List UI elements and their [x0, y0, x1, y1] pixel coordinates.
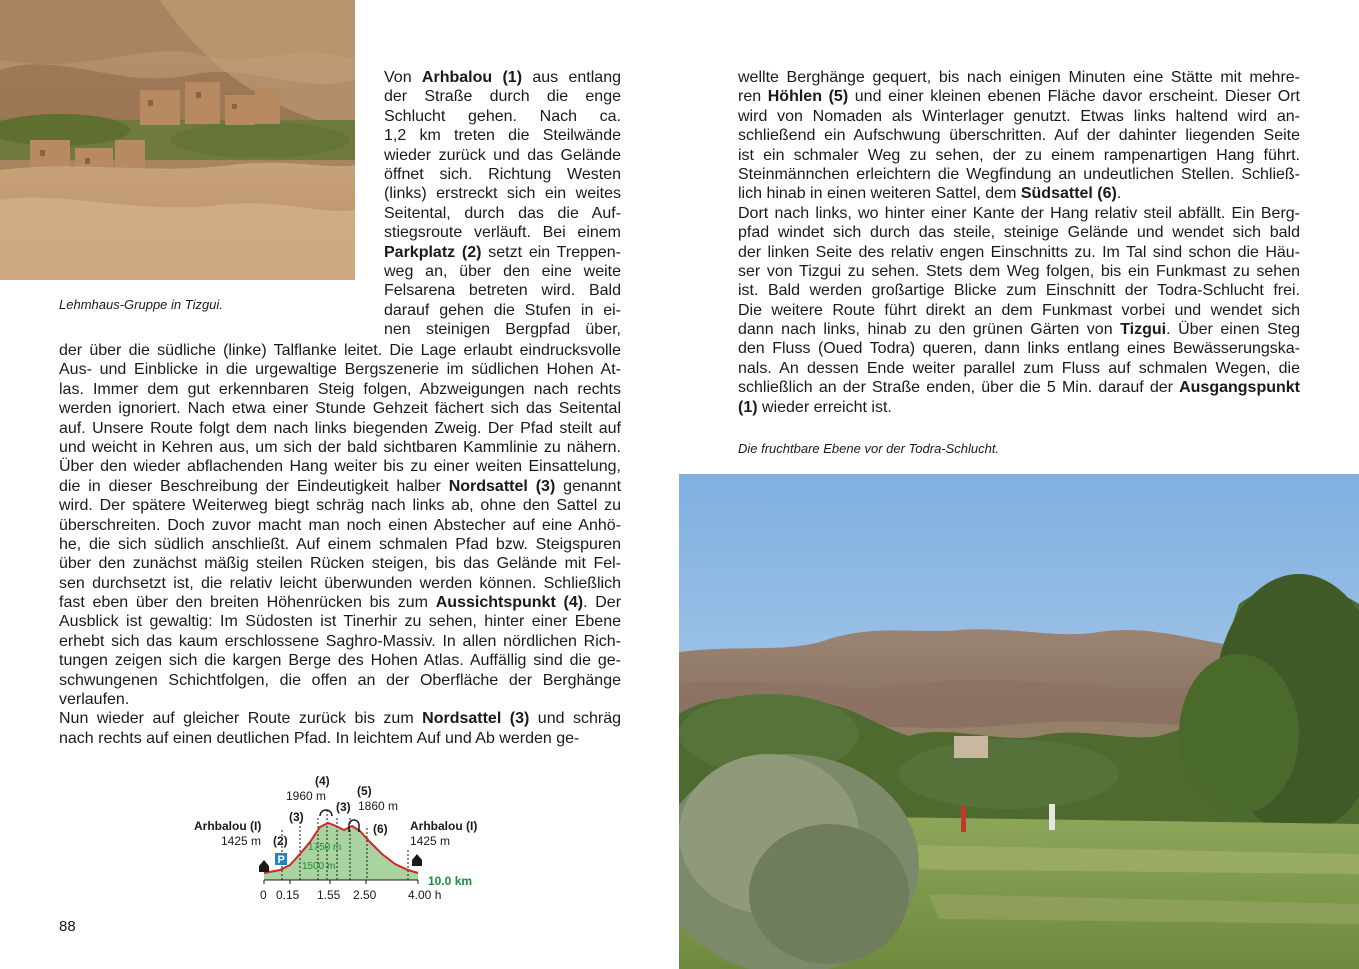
text-run: öffnet sich. Richtung Westen [384, 165, 621, 183]
text-run: der Straße durch die enge [384, 88, 621, 106]
text-run: nals. An dessen Ende weiter parallel zum Fluss auf schmalen Wegen, die [738, 359, 1300, 377]
text-run: lich hinab in einen weiteren Sattel, dem [738, 185, 1021, 203]
text-line [59, 651, 621, 670]
text-line [738, 243, 1300, 262]
photo-mud-houses-tizgui [0, 0, 355, 280]
text-run: nach rechts auf einen deutlichen Pfad. In leichtem Auf und Ab werden ge- [59, 729, 580, 747]
text-line [384, 223, 621, 242]
text-line [384, 107, 621, 126]
viewpoint-icon [320, 810, 332, 816]
text-line [738, 184, 1300, 203]
text-column-right [738, 68, 1300, 417]
bold-term: Aussichtspunkt (4) [435, 594, 584, 612]
text-line [738, 146, 1300, 165]
text-line [59, 360, 621, 379]
text-line [738, 301, 1300, 320]
bold-term: Nordsattel (3) [422, 710, 530, 728]
text-run: Nun wieder auf gleicher Route zurück bis zum [59, 710, 423, 728]
text-run: über den zunächst mäßig steilen Rücken steigen, bis das Gelände mit Fel- [59, 555, 621, 573]
text-run: der über die südliche (linke) Talflanke leitet. Die Lage erlaubt eindrucksvolle [59, 342, 621, 359]
text-line [59, 438, 621, 457]
text-line [59, 593, 621, 612]
text-run: tungen zeigen sich die kargen Berge des Hohen Atlas. Auffällig sind die ge- [59, 652, 621, 670]
text-line [384, 126, 621, 145]
photo-caption-right: Die fruchtbare Ebene vor der Todra-Schlucht. [738, 441, 1000, 456]
svg-text:(3): (3) [336, 800, 351, 814]
text-run: las. Immer dem gut erkennbaren Steig folgen, Abzweigungen nach rechts [59, 380, 621, 398]
text-line [738, 378, 1300, 397]
svg-text:1750 m: 1750 m [308, 842, 342, 853]
text-run: Von [384, 69, 422, 86]
text-run: und schräg [529, 710, 621, 728]
text-run: Schlucht gehen. Nach ca. [384, 107, 621, 125]
text-run: aus entlang [522, 69, 621, 86]
text-run: (links) erstreckt sich ein weites [384, 185, 621, 203]
text-line [59, 690, 621, 709]
text-line [738, 359, 1300, 378]
text-line [59, 341, 621, 360]
text-line [738, 126, 1300, 145]
text-run: Seitental, durch das die Auf- [384, 204, 621, 222]
bold-term: (1) [738, 398, 758, 416]
bold-term: Parkplatz (2) [384, 243, 482, 261]
bold-term: Nordsattel (3) [448, 477, 556, 495]
svg-text:1500 m: 1500 m [302, 861, 336, 872]
text-run: werden ignoriert. Nach etwa einer Stunde Gehzeit fächert sich das Seitental [59, 400, 621, 418]
text-line [738, 262, 1300, 281]
text-run: erhebt sich das kaum erschlossene Saghro-Massiv. In allen nördlichen Rich- [59, 632, 621, 650]
text-run: nen steinigen Bergpfad über, [384, 321, 621, 339]
bold-term: Höhlen (5) [767, 88, 849, 106]
text-line [384, 204, 621, 223]
svg-text:Arhbalou (I): Arhbalou (I) [194, 819, 262, 833]
text-run: wellte Berghänge gequert, bis nach einigen Minuten eine Stätte mit mehre- [738, 69, 1300, 86]
text-run: dann nach links, hinab zu den grünen Gärten von [738, 321, 1121, 339]
text-run: und einer kleinen ebenen Fläche davor erscheint. Dieser Ort [848, 88, 1300, 106]
text-line [384, 146, 621, 165]
text-line [59, 399, 621, 418]
text-line [59, 516, 621, 535]
text-run: ist ein schmaler Weg zu sehen, der zu einem rampenartigen Hang führt. [738, 146, 1300, 164]
photo-todra-plain [679, 474, 1359, 969]
text-run: ren [738, 88, 768, 106]
text-line [738, 68, 1300, 87]
text-line [384, 165, 621, 184]
text-run: wieder erreicht ist. [757, 398, 892, 416]
text-run: schwungenen Schichtfolgen, die offen an der Oberfläche der Berghänge [59, 671, 621, 689]
photo-caption-left: Lehmhaus-Gruppe in Tizgui. [59, 297, 223, 312]
text-run: verlaufen. [59, 691, 130, 709]
svg-text:0: 0 [260, 888, 267, 902]
text-run: ser von Tizgui zu sehen. Stets dem Weg folgen, bis ein Funkmast zu sehen [738, 262, 1300, 280]
text-run: wird. Der spätere Weiterweg biegt schräg nach links ab, ohne den Sattel zu [59, 497, 621, 515]
text-line [59, 632, 621, 651]
text-run: he, die sich südlich anschließt. Auf einem schmalen Pfad bzw. Steigspuren [59, 535, 621, 553]
svg-text:(6): (6) [373, 822, 388, 836]
text-run: weg an, über den eine weite [384, 262, 621, 280]
svg-text:1860 m: 1860 m [358, 799, 399, 813]
text-run: überschreiten. Doch zuvor macht man noch einen Abstecher auf eine Anhö- [59, 516, 621, 534]
svg-text:P: P [277, 854, 285, 866]
text-run: genannt [555, 477, 621, 495]
svg-text:Arhbalou (I): Arhbalou (I) [410, 819, 478, 833]
svg-text:4.00 h: 4.00 h [408, 888, 442, 902]
text-line [384, 281, 621, 300]
text-line [738, 87, 1300, 106]
text-line [59, 419, 621, 438]
text-line [59, 709, 621, 728]
text-line [384, 301, 621, 320]
hut-icon-start [259, 860, 269, 872]
text-run: schließlich an der Straße enden, über die 5 Min. darauf der [738, 379, 1180, 397]
text-line [384, 243, 621, 262]
text-run: wird von Nomaden als Winterlager genutzt. Etwas links haltend wird an- [738, 107, 1300, 125]
svg-text:1.55: 1.55 [317, 888, 341, 902]
text-line [59, 554, 621, 573]
text-run: der linken Seite des relativ engen Einschnitts zu. Im Tal sind schon die Häu- [738, 243, 1300, 261]
bold-term: Arhbalou (1) [421, 69, 523, 86]
text-run: 1,2 km treten die Steilwände [384, 127, 621, 145]
text-line [59, 612, 621, 631]
text-run: Felsarena betreten wird. Bald [384, 282, 621, 300]
svg-text:(4): (4) [315, 774, 330, 788]
text-run: fast eben über den breiten Höhenrücken bis zum [59, 594, 436, 612]
text-line [59, 496, 621, 515]
text-run: Ausblick ist gewaltig: Im Südosten ist Tinerhir zu sehen, hinter einer Ebene [59, 613, 621, 631]
text-run: Über den wieder abflachenden Hang weiter bis zu einer weiten Einsattelung, [59, 458, 621, 476]
svg-text:10.0 km: 10.0 km [428, 874, 473, 888]
text-line [59, 729, 621, 748]
text-line [59, 457, 621, 476]
text-column-left-narrow [384, 68, 621, 339]
text-line [738, 204, 1300, 223]
bold-term: Ausgangspunkt [1179, 379, 1300, 397]
text-run: und weicht in Kehren aus, um sich der bald sichtbaren Kammlinie zu nähern. [59, 438, 621, 456]
text-run: Dort nach links, wo hinter einer Kante der Hang relativ steil abfällt. Ein Berg- [738, 204, 1300, 222]
page-number: 88 [59, 918, 76, 935]
svg-text:1425 m: 1425 m [221, 834, 262, 848]
text-run: auf. Unsere Route folgt dem nach links biegenden Zweig. Der Pfad steilt auf [59, 419, 621, 437]
text-line [384, 87, 621, 106]
text-line [384, 320, 621, 339]
text-run: darauf gehen die Stufen in ei- [384, 301, 621, 319]
text-column-left-wide [59, 341, 621, 748]
elevation-profile [190, 770, 490, 905]
text-run: die in dieser Beschreibung der Eindeutigkeit halber [59, 477, 449, 495]
text-run: . [1116, 185, 1122, 203]
text-line [59, 477, 621, 496]
text-run: ist. Bald werden großartige Blicke zum Einschnitt der Todra-Schlucht frei. [738, 282, 1300, 300]
text-line [738, 165, 1300, 184]
bold-term: Südsattel (6) [1020, 185, 1117, 203]
svg-text:(3): (3) [289, 810, 304, 824]
text-line [384, 262, 621, 281]
text-line [738, 223, 1300, 242]
svg-text:(2): (2) [273, 834, 288, 848]
text-run: pfad windet sich durch das steile, steinige Gelände und wendet sich bald [738, 224, 1300, 242]
text-line [738, 339, 1300, 358]
text-line [59, 535, 621, 554]
text-run: den Fluss (Oued Todra) queren, dann links entlang eines Bewässerungska- [738, 340, 1300, 358]
text-run: . Der [583, 594, 621, 612]
svg-text:(5): (5) [357, 784, 372, 798]
text-run: sen durchsetzt ist, die relativ leicht überwunden werden können. Schließlich [59, 574, 621, 592]
text-run: setzt ein Treppen- [481, 243, 621, 261]
text-run: Die weitere Route führt direkt an dem Funkmast vorbei und wendet sich [738, 301, 1300, 319]
text-run: schließend ein Aufschwung überschritten. Auf der dahinter liegenden Seite [738, 127, 1300, 145]
hut-icon-end [412, 854, 422, 866]
text-run: wieder zurück und das Gelände [384, 146, 621, 164]
text-line [384, 68, 621, 87]
text-run: Aus- und Einblicke in die urgewaltige Bergszenerie im südlichen Hohen At- [59, 361, 621, 379]
text-line [59, 671, 621, 690]
text-line [738, 320, 1300, 339]
text-line [738, 398, 1300, 417]
text-run: stiegsroute verläuft. Bei einem [384, 224, 621, 242]
bold-term: Tizgui [1120, 321, 1167, 339]
text-run: . Über einen Steg [1166, 321, 1300, 339]
text-run: Steinmännchen erleichtern die Wegfindung an undeutlichen Stellen. Schließ- [738, 165, 1300, 183]
text-line [384, 184, 621, 203]
text-line [59, 574, 621, 593]
svg-text:0.15: 0.15 [276, 888, 300, 902]
text-line [738, 107, 1300, 126]
text-line [59, 380, 621, 399]
svg-text:1425 m: 1425 m [410, 834, 451, 848]
svg-text:1960 m: 1960 m [286, 789, 327, 803]
text-line [738, 281, 1300, 300]
svg-text:2.50: 2.50 [353, 888, 377, 902]
